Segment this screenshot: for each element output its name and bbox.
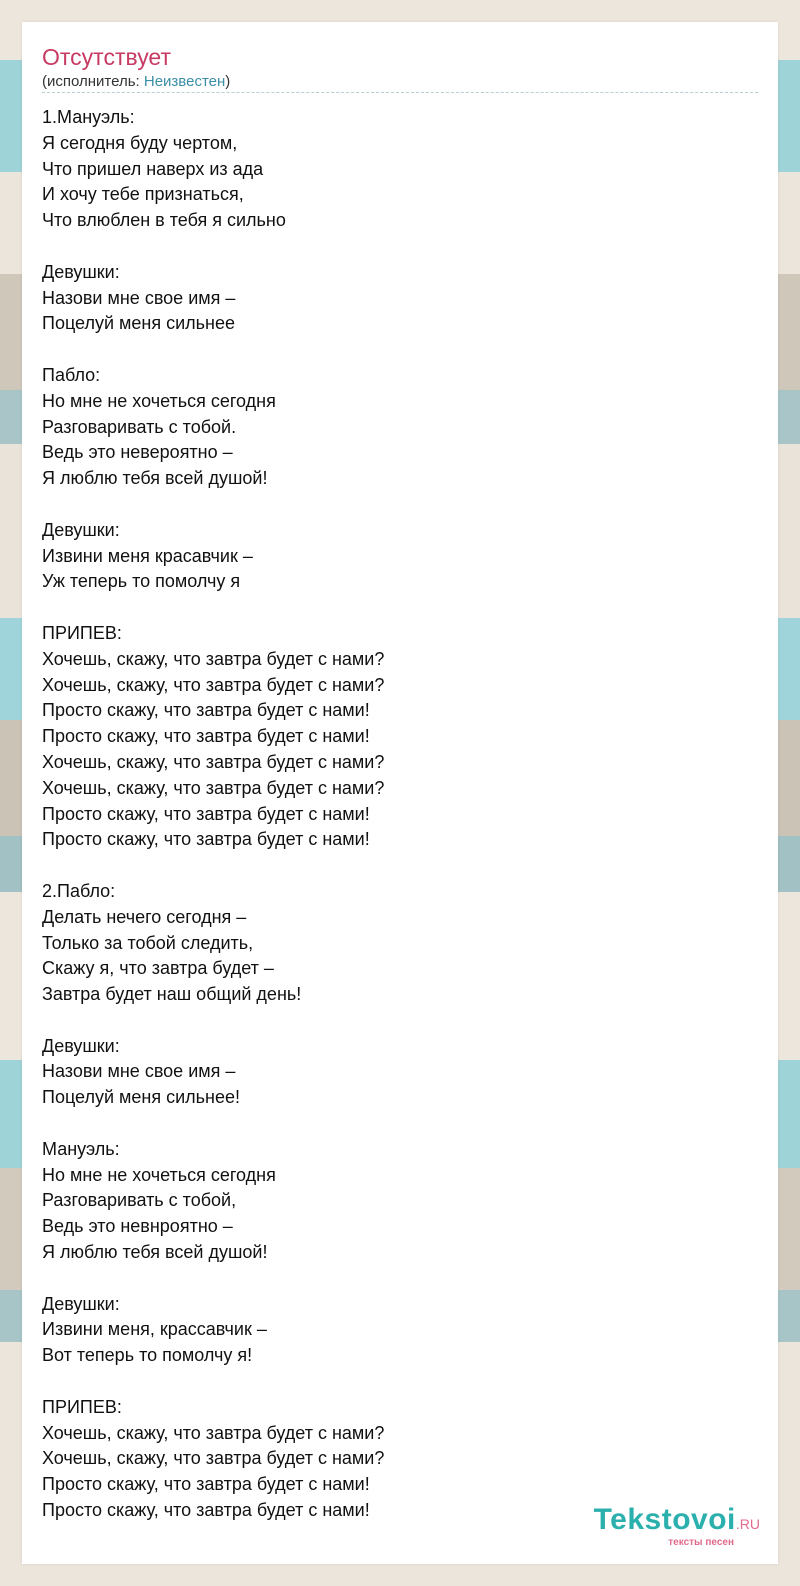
- lyric-line: Ведь это невнроятно –: [42, 1216, 233, 1237]
- lyric-line: Я люблю тебя всей душой!: [42, 1242, 268, 1263]
- lyric-line: Хочешь, скажу, что завтра будет с нами?: [42, 777, 385, 798]
- lyric-line: ПРИПЕВ:: [42, 1396, 122, 1417]
- lyric-line: Просто скажу, что завтра будет с нами!: [42, 1500, 370, 1521]
- lyric-line: Пабло:: [42, 364, 101, 385]
- lyric-line: Хочешь, скажу, что завтра будет с нами?: [42, 674, 385, 695]
- logo-tagline: тексты песен: [668, 1537, 734, 1548]
- lyric-line: Что влюблен в тебя я сильно: [42, 210, 286, 231]
- lyric-line: Просто скажу, что завтра будет с нами!: [42, 829, 370, 850]
- lyric-line: Хочешь, скажу, что завтра будет с нами?: [42, 1422, 385, 1443]
- lyric-line: Просто скажу, что завтра будет с нами!: [42, 1474, 370, 1495]
- lyric-line: Хочешь, скажу, что завтра будет с нами?: [42, 648, 385, 669]
- lyric-line: Просто скажу, что завтра будет с нами!: [42, 726, 370, 747]
- lyric-line: Разговаривать с тобой,: [42, 1190, 237, 1211]
- stanza-gap: [42, 337, 384, 363]
- lyric-line: 1.Мануэль:: [42, 107, 135, 127]
- lyric-line: Разговаривать с тобой.: [42, 416, 237, 437]
- lyrics-body: [42, 105, 384, 1524]
- title-divider: [42, 92, 758, 93]
- lyric-line: Извини меня красавчик –: [42, 545, 253, 566]
- lyric-line: Ведь это невероятно –: [42, 442, 233, 463]
- song-title: Отсутствует: [42, 44, 171, 70]
- lyric-line: Скажу я, что завтра будет –: [42, 958, 274, 979]
- lyric-line: Делать нечего сегодня –: [42, 906, 247, 927]
- lyric-line: Но мне не хочеться сегодня: [42, 390, 276, 411]
- stanza-gap: [42, 1369, 384, 1395]
- lyric-line: Но мне не хочеться сегодня: [42, 1164, 276, 1185]
- artist-prefix: (исполнитель:: [42, 73, 144, 90]
- lyric-line: Хочешь, скажу, что завтра будет с нами?: [42, 1448, 385, 1469]
- lyric-line: Девушки:: [42, 1035, 120, 1056]
- lyric-line: Мануэль:: [42, 1138, 120, 1159]
- lyric-line: Я люблю тебя всей душой!: [42, 468, 268, 489]
- stanza-gap: [42, 1111, 384, 1137]
- lyric-line: Девушки:: [42, 1293, 120, 1314]
- lyric-line: Назови мне свое имя –: [42, 1061, 236, 1082]
- site-logo[interactable]: [594, 1505, 760, 1548]
- logo-name: Tekstovoi: [593, 1503, 736, 1536]
- lyrics-card: [22, 22, 778, 1564]
- stanza-gap: [42, 492, 384, 518]
- stanza-gap: [42, 853, 384, 879]
- lyric-line: Поцелуй меня сильнее!: [42, 1087, 240, 1108]
- lyric-line: Извини меня, крассавчик –: [42, 1319, 267, 1340]
- logo-tld: .RU: [735, 1516, 760, 1532]
- lyric-line: Хочешь, скажу, что завтра будет с нами?: [42, 751, 385, 772]
- lyric-line: Просто скажу, что завтра будет с нами!: [42, 700, 370, 721]
- lyric-line: Поцелуй меня сильнее: [42, 313, 235, 334]
- logo-wordmark: [594, 1505, 760, 1539]
- artist-line: [42, 72, 230, 92]
- lyric-line: Девушки:: [42, 519, 120, 540]
- lyric-line: ПРИПЕВ:: [42, 622, 122, 643]
- lyric-line: Завтра будет наш общий день!: [42, 984, 302, 1005]
- artist-suffix: ): [225, 73, 231, 90]
- stanza-gap: [42, 1008, 384, 1034]
- lyric-line: Просто скажу, что завтра будет с нами!: [42, 803, 370, 824]
- stanza-gap: [42, 1266, 384, 1292]
- lyric-line: Я сегодня буду чертом,: [42, 132, 238, 153]
- lyric-line: Вот теперь то помолчу я!: [42, 1345, 253, 1366]
- stanza-gap: [42, 595, 384, 621]
- lyric-line: Девушки:: [42, 261, 120, 282]
- lyric-line: Назови мне свое имя –: [42, 287, 236, 308]
- stanza-gap: [42, 234, 384, 260]
- artist-link[interactable]: Неизвестен: [143, 73, 226, 90]
- lyric-line: Только за тобой следить,: [42, 932, 254, 953]
- lyric-line: Уж теперь то помолчу я: [42, 571, 241, 592]
- lyric-line: 2.Пабло:: [42, 880, 116, 901]
- lyric-line: И хочу тебе признаться,: [42, 184, 244, 205]
- lyric-line: Что пришел наверх из ада: [42, 158, 264, 179]
